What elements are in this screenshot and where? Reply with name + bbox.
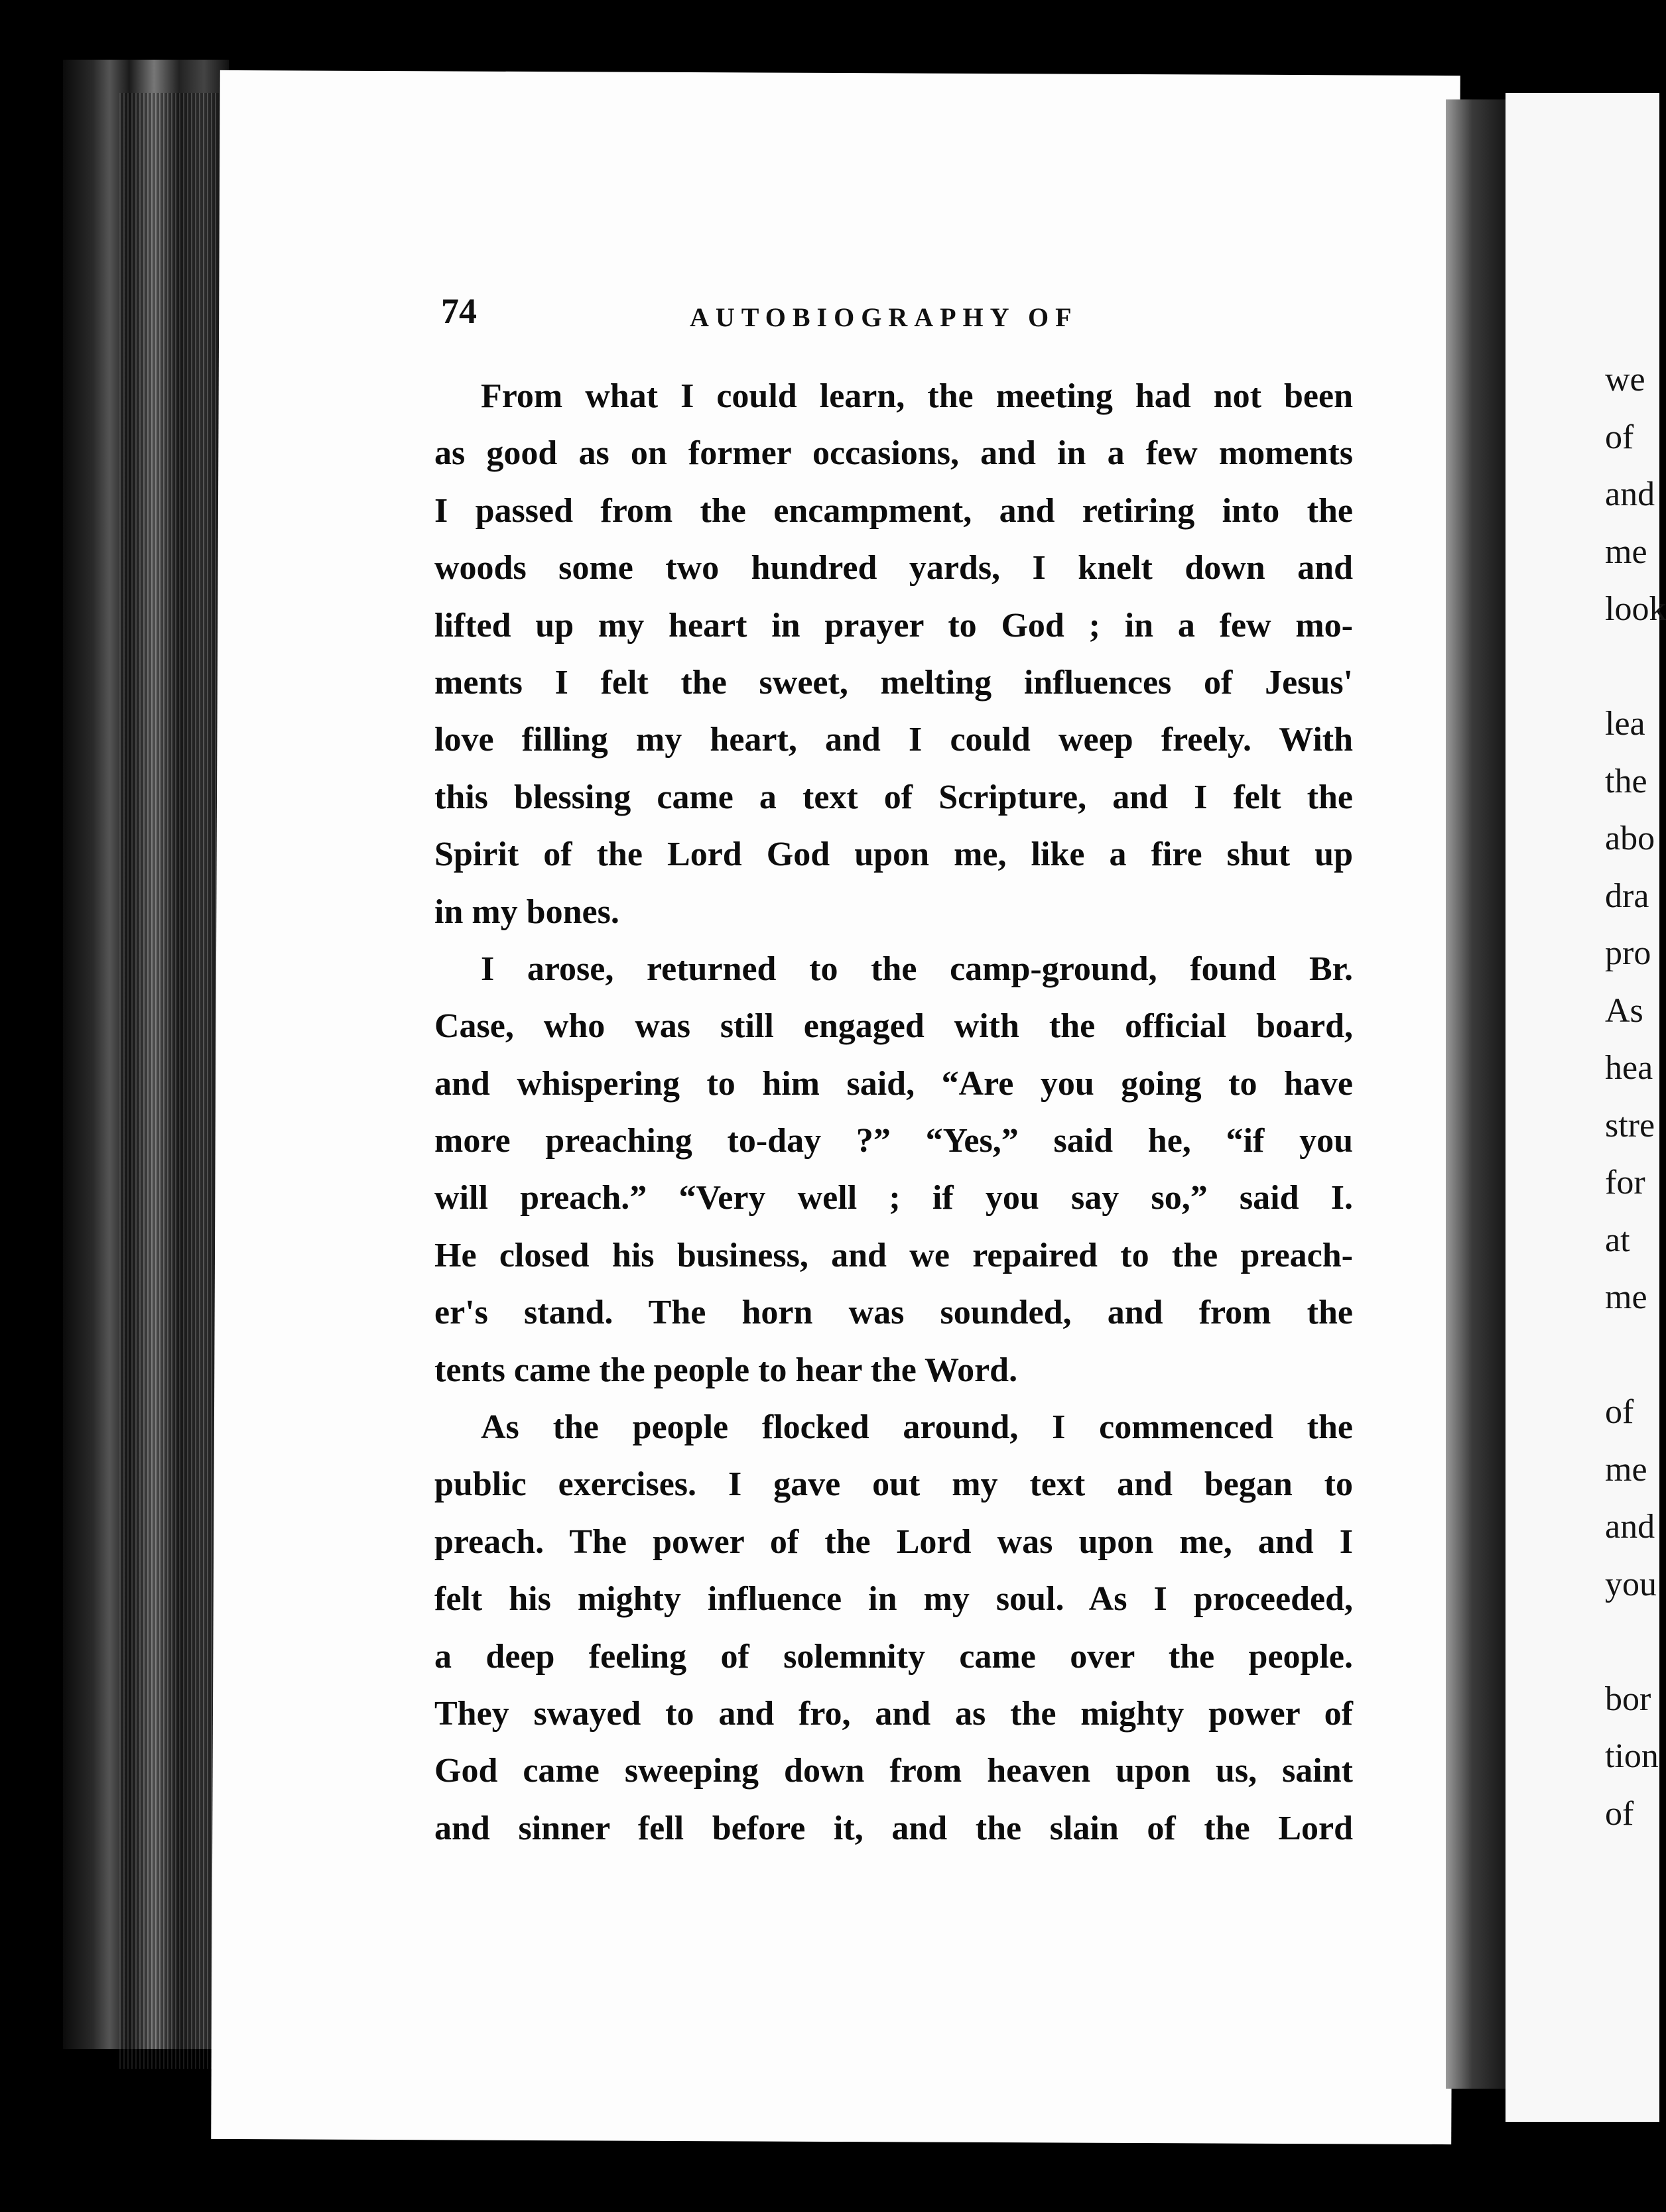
facing-page-fragment: you [1605,1565,1657,1603]
text-line: preach. The power of the Lord was upon me, and I [434,1522,1353,1561]
facing-page-fragment: lea [1605,705,1645,743]
book-gutter [1446,99,1512,2089]
facing-page-fragment: me [1605,1278,1647,1316]
facing-page-fragment: stre [1605,1106,1655,1144]
text-line: Spirit of the Lord God upon me, like a fire shut up [434,835,1353,874]
text-line: more preaching to-day ?” “Yes,” said he, “if you [434,1122,1353,1160]
facing-page-fragment: for [1605,1164,1645,1201]
text-line: and whispering to him said, “Are you going to have [434,1064,1353,1103]
facing-page-fragment: bor [1605,1680,1651,1718]
facing-page-fragment [1605,1613,1659,1671]
facing-page-fragment: tion [1605,1737,1659,1775]
text-line: From what I could learn, the meeting had not been [481,377,1353,415]
facing-page-fragment: and [1605,1508,1655,1546]
page-number: 74 [441,291,477,331]
text-line: Case, who was still engaged with the official board, [434,1007,1353,1046]
text-line: public exercises. I gave out my text and began to [434,1465,1353,1504]
running-head: AUTOBIOGRAPHY OF [690,302,1078,332]
paragraph [434,368,1353,941]
facing-page-fragment: hea [1605,1049,1653,1087]
text-line: and sinner fell before it, and the slain of the Lord [434,1809,1353,1847]
text-line: woods some two hundred yards, I knelt down and [434,549,1353,587]
facing-page-text [1605,351,1666,1843]
text-line: er's stand. The horn was sounded, and from the [434,1294,1353,1332]
text-line: as good as on former occasions, and in a few moments [434,434,1353,473]
paragraph [434,1399,1353,1857]
facing-page-fragment: of [1605,1393,1634,1431]
facing-page-fragment: the [1605,762,1647,800]
facing-page-fragment [1605,639,1659,696]
facing-page-fragment: abo [1605,820,1655,857]
text-line: I passed from the encampment, and retiring into the [434,491,1353,530]
facing-page-fragment: we [1605,361,1645,399]
text-line: this blessing came a text of Scripture, and I felt the [434,778,1353,816]
facing-page-fragment: and [1605,475,1655,513]
text-line: felt his mighty influence in my soul. As I proceeded, [434,1580,1353,1619]
facing-page-fragment: me [1605,532,1647,571]
text-line: love filling my heart, and I could weep freely. With [434,721,1353,759]
text-line: a deep feeling of solemnity came over the people. [434,1637,1353,1676]
text-line: As the people flocked around, I commenced the [481,1408,1353,1447]
facing-page-fragment: As [1605,991,1643,1030]
text-line: in my bones. [434,892,619,931]
facing-page-fragment: dra [1605,877,1649,915]
text-line: tents came the people to hear the Word. [434,1351,1018,1389]
facing-page-fragment: pro [1605,934,1651,972]
text-line: He closed his business, and we repaired to the preach- [434,1236,1353,1274]
facing-page-fragment: of [1605,418,1634,456]
facing-page-fragment: at [1605,1221,1630,1259]
facing-page-fragment [1605,1327,1659,1384]
text-line: will preach.” “Very well ; if you say so,” said I. [434,1179,1353,1217]
paragraph [434,941,1353,1399]
text-line: They swayed to and fro, and as the mighty power of [434,1694,1353,1733]
facing-page-fragment: of [1605,1794,1634,1833]
page-stack-edges [119,93,219,2069]
text-line: lifted up my heart in prayer to God ; in a few mo- [434,606,1353,645]
body-text [434,368,1353,1857]
text-line: God came sweeping down from heaven upon us, saint [434,1752,1353,1790]
text-line: I arose, returned to the camp-ground, found Br. [481,950,1353,988]
text-line: ments I felt the sweet, melting influences of Jesus' [434,663,1353,702]
facing-page-fragment: me [1605,1450,1647,1489]
facing-page-fragment: look [1605,590,1666,628]
